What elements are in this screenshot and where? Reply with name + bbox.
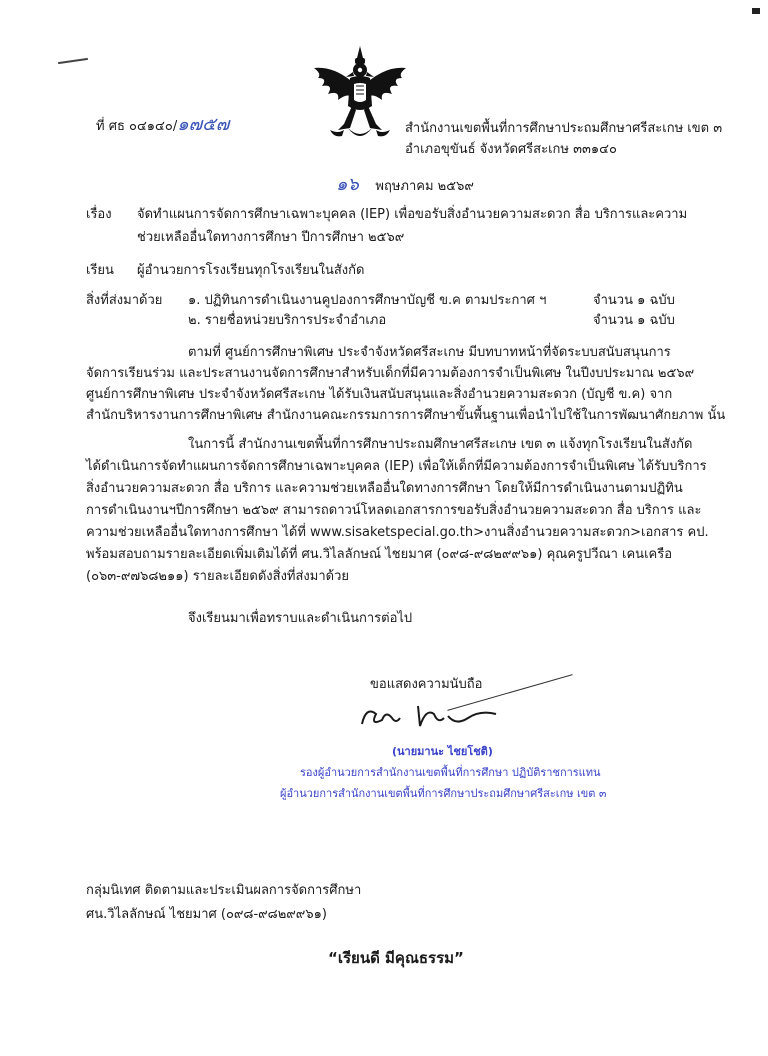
body-paragraph-1-line: จัดการเรียนร่วม และประสานงานจัดการศึกษาสำหรับเด็กที่มีความต้องการจำเป็นพิเศษ ในปีงบประมาณ ๒๕๖๙ (86, 366, 695, 381)
signer-name: (นายมานะ ไชยโชติ) (392, 745, 493, 758)
scan-edge-mark (752, 8, 760, 14)
body-paragraph-2-line: การดำเนินงานฯปีการศึกษา ๒๕๖๙ สามารถดาวน์โหลดเอกสารการขอรับสิ่งอำนวยความสะดวก สื่อ บริการ และ (86, 503, 702, 518)
recipient: ผู้อำนวยการโรงเรียนทุกโรงเรียนในสังกัด (137, 263, 365, 278)
body-paragraph-2-line: สิ่งอำนวยความสะดวก สื่อ บริการ และความช่วยเหลืออื่นใดทางการศึกษา โดยให้มีการดำเนินงานตามปฏิทิน (86, 481, 683, 496)
body-paragraph-2-line: ได้ดำเนินการจัดทำแผนการจัดการศึกษาเฉพาะบุคคล (IEP) เพื่อให้เด็กที่มีความต้องการจำเป็นพิเศษ ได้รับบริการ (86, 459, 707, 474)
garuda-emblem-icon (308, 44, 412, 142)
doc-number-handwritten: ๑๗๕๗ (177, 114, 230, 135)
date-day-handwritten: ๑๖ (336, 174, 359, 195)
subject-label: เรื่อง (86, 207, 112, 222)
date-month-year: พฤษภาคม ๒๕๖๙ (375, 179, 474, 194)
letter-date (336, 176, 474, 196)
issuing-unit: กลุ่มนิเทศ ติดตามและประเมินผลการจัดการศึกษา (86, 883, 362, 898)
enclosure-qty: จำนวน ๑ ฉบับ (593, 313, 675, 328)
office-address: อำเภอขุขันธ์ จังหวัดศรีสะเกษ ๓๓๑๔๐ (405, 142, 617, 157)
closing-sentence: จึงเรียนมาเพื่อทราบและดำเนินการต่อไป (188, 611, 413, 626)
salutation: ขอแสดงความนับถือ (370, 677, 483, 692)
doc-number-prefix: ที่ ศธ ๐๔๑๔๐/ (96, 119, 178, 134)
motto: “เรียนดี มีคุณธรรม” (328, 949, 464, 967)
enclosure-item: ๑. ปฏิทินการดำเนินงานคูปองการศึกษาบัญชี ข.ค ตามประกาศ ฯ (188, 293, 547, 308)
body-paragraph-2-line: ความช่วยเหลืออื่นใดทางการศึกษา ได้ที่ www.sisaketspecial.go.th>งานสิ่งอำนวยความสะดวก>เอกสาร คป. (86, 525, 709, 540)
enclosure-item: ๒. รายชื่อหน่วยบริการประจำอำเภอ (188, 313, 387, 328)
doc-number (96, 116, 229, 136)
body-paragraph-2-line: (๐๖๓-๙๗๖๘๒๑๑) รายละเอียดดังสิ่งที่ส่งมาด้วย (86, 569, 350, 584)
signature-icon (356, 696, 506, 736)
pen-mark (58, 58, 88, 64)
enclosure-qty: จำนวน ๑ ฉบับ (593, 293, 675, 308)
signer-title-1: รองผู้อำนวยการสำนักงานเขตพื้นที่การศึกษา ปฏิบัติราชการแทน (300, 766, 601, 779)
office-name: สำนักงานเขตพื้นที่การศึกษาประถมศึกษาศรีสะเกษ เขต ๓ (405, 121, 723, 136)
contact-person: ศน.วิไลลักษณ์ ไชยมาศ (๐๙๘-๙๘๒๙๙๖๑) (86, 907, 327, 922)
body-paragraph-1-line: สำนักบริหารงานการศึกษาพิเศษ สำนักงานคณะกรรมการการศึกษาขั้นพื้นฐานเพื่อนำไปใช้ในการพัฒนาศักยภาพ นั้น (86, 408, 726, 423)
signer-title-2: ผู้อำนวยการสำนักงานเขตพื้นที่การศึกษาประถมศึกษาศรีสะเกษ เขต ๓ (280, 787, 607, 800)
subject-line-1: จัดทำแผนการจัดการศึกษาเฉพาะบุคคล (IEP) เพื่อขอรับสิ่งอำนวยความสะดวก สื่อ บริการและความ (137, 207, 688, 222)
body-paragraph-2-line: ในการนี้ สำนักงานเขตพื้นที่การศึกษาประถมศึกษาศรีสะเกษ เขต ๓ แจ้งทุกโรงเรียนในสังกัด (188, 437, 693, 452)
subject-line-2: ช่วยเหลืออื่นใดทางการศึกษา ปีการศึกษา ๒๕๖๙ (137, 230, 405, 245)
body-paragraph-2-line: พร้อมสอบถามรายละเอียดเพิ่มเติมได้ที่ ศน.วิไลลักษณ์ ไชยมาศ (๐๙๘-๙๘๒๙๙๖๑) คุณครูปวีณา เคนเครือ (86, 547, 673, 562)
body-paragraph-1-line: ตามที่ ศูนย์การศึกษาพิเศษ ประจำจังหวัดศรีสะเกษ มีบทบาทหน้าที่จัดระบบสนับสนุนการ (188, 345, 671, 360)
recipient-label: เรียน (86, 263, 114, 278)
body-paragraph-1-line: ศูนย์การศึกษาพิเศษ ประจำจังหวัดศรีสะเกษ ได้รับเงินสนับสนุนและสิ่งอำนวยความสะดวก (บัญชี ข.ค) จาก (86, 387, 673, 402)
enclosure-label: สิ่งที่ส่งมาด้วย (86, 293, 163, 308)
